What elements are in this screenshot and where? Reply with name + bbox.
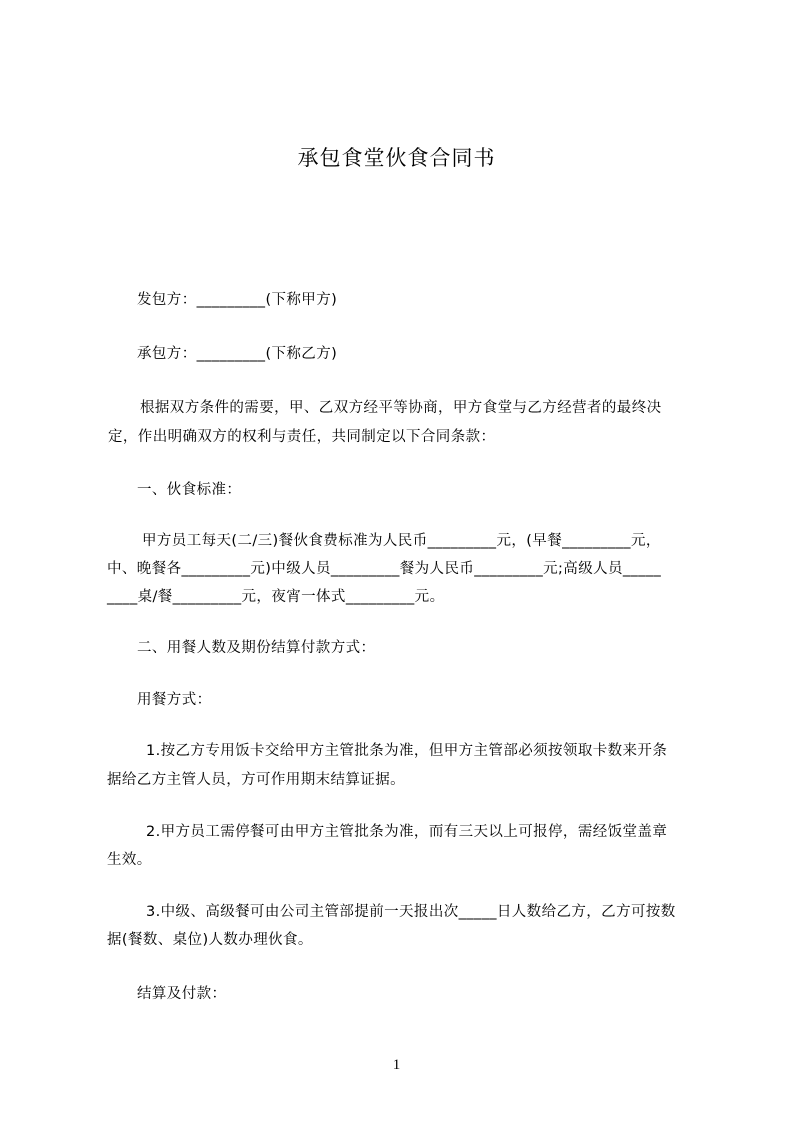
meal-method-heading: 用餐方式： [137,692,212,708]
section1-line-1: 甲方员工每天(二/三)餐伙食费标准为人民币_________元，(早餐_________元， [142,533,661,549]
item1-line-2: 据给乙方主管人员，方可作用期末结算证据。 [107,772,405,788]
item3-line-1: 3.中级、高级餐可由公司主管部提前一天报出次_____日人数给乙方，乙方可按数 [146,904,676,920]
item1-line-1: 1.按乙方专用饭卡交给甲方主管批条为准，但甲方主管部必须按领取卡数来开条 [146,743,668,759]
intro-line-2: 定，作出明确双方的权利与责任，共同制定以下合同条款： [108,429,496,445]
party-b-line: 承包方：_________(下称乙方) [137,346,338,362]
section1-line-3: ____桌/餐_________元，夜宵一体式_________元。 [107,589,445,605]
intro-line-1: 根据双方条件的需要，甲、乙双方经平等协商，甲方食堂与乙方经营者的最终决 [140,400,662,416]
section1-line-2: 中、晚餐各_________元)中级人员_________餐为人民币_________元;高级人员_____ [107,561,662,577]
item2-line-1: 2.甲方员工需停餐可由甲方主管批条为准，而有三天以上可报停，需经饭堂盖章 [146,824,668,840]
section2-heading: 二、用餐人数及期份结算付款方式： [137,640,376,656]
item3-line-2: 据(餐数、桌位)人数办理伙食。 [107,932,313,948]
section1-heading: 一、伙食标准： [137,482,242,498]
page-number: 1 [392,1057,401,1073]
document-title: 承包食堂伙食合同书 [297,146,496,170]
party-a-line: 发包方：_________(下称甲方) [137,292,338,308]
item2-line-2: 生效。 [107,852,152,868]
settlement-heading: 结算及付款： [137,986,227,1002]
